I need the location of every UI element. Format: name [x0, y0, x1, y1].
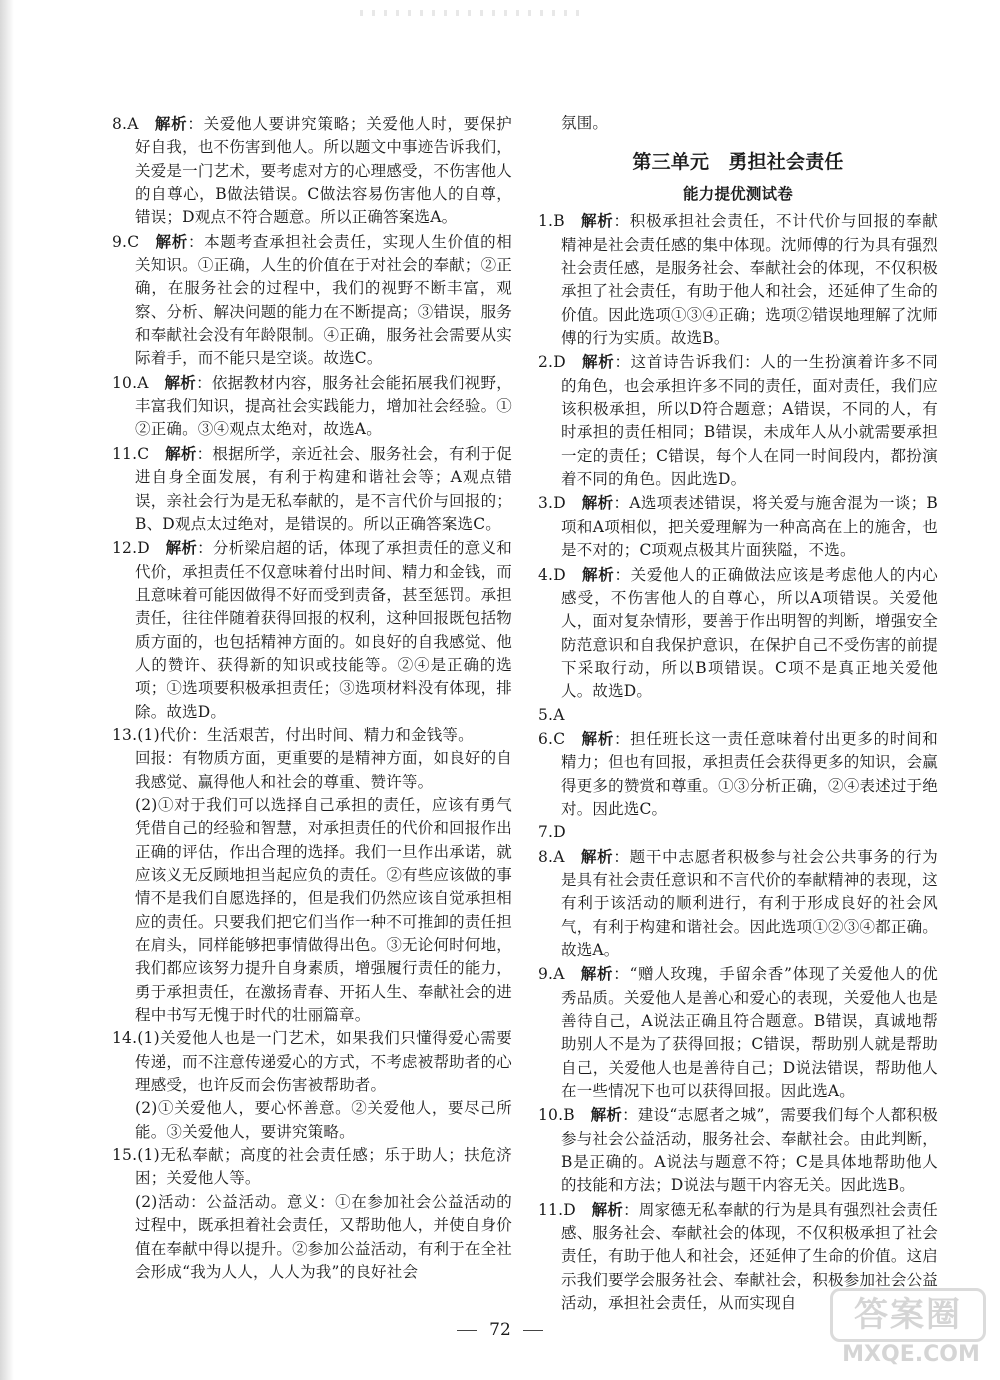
answer-item: [538, 821, 938, 844]
answer-item: [112, 1027, 512, 1097]
answer-item: [538, 350, 938, 491]
answer-number: 11.D: [538, 1200, 576, 1219]
answer-number: 12.D: [112, 539, 150, 558]
answer-item: [538, 962, 938, 1103]
answer-text: (1)关爱他人也是一门艺术，如果我们只懂得爱心需要传递，而不注意传递爱心的方式，不考虑被帮助者的心理感受，也许反而会伤害被帮助者。: [135, 1029, 512, 1095]
answer-item: [538, 209, 938, 350]
answer-number: 11.C: [112, 444, 150, 463]
page-dash-right: [523, 1330, 543, 1331]
analysis-label: 解析: [581, 564, 615, 584]
analysis-label: 解析: [581, 352, 615, 372]
answer-item: [112, 230, 512, 371]
answer-text: ：担任班长这一责任意味着付出更多的时间和精力；但也有回报，承担责任会获得更多的知识，会赢得更多的赞赏和尊重。①③分析正确，②④表述过于绝对。因此选C。: [561, 729, 938, 818]
answer-number: 6.C: [538, 729, 566, 748]
answer-text: (1)代价：生活艰苦，付出时间、精力和金钱等。: [137, 725, 474, 744]
answer-number: 3.D: [538, 494, 566, 513]
analysis-label: 解析: [165, 443, 197, 463]
answer-number: 4.D: [538, 565, 566, 584]
answer-text: ：周家德无私奉献的行为是具有强烈社会责任感、服务社会、奉献社会的体现，不仅积极承担了社会责任，有助于他人和社会，还延伸了生命的价值。这启示我们要学会服务社会、奉献社会，积极参加社会公益活动，承担社会责任，从而实现自: [561, 1200, 938, 1313]
answer-number: 13.: [112, 725, 138, 744]
answer-text: (1)无私奉献；高度的社会责任感；乐于助人；扶危济困；关爱他人等。: [135, 1146, 512, 1188]
answer-item: [538, 704, 938, 727]
watermark-badge: 答案圈: [830, 1288, 986, 1342]
answer-number: 10.B: [538, 1106, 575, 1125]
unit-title: 第三单元 勇担社会责任: [632, 151, 844, 174]
answer-item: [112, 724, 512, 747]
answer-text: ：本题考查承担社会责任，实现人生价值的相关知识。①正确，人生的价值在于对社会的奉献；②正确，在服务社会的过程中，我们的视野不断丰富，观察、分析、解决问题的能力在不断提高；③错误，服务和奉献社会没有年龄限制。④正确，服务社会需要从实际着手，而不能只是空谈。故选C。: [135, 232, 512, 368]
section-title: 能力提优测试卷: [683, 185, 793, 204]
analysis-label: 解析: [591, 1199, 624, 1219]
answer-text: ：“赠人玫瑰，手留余香”体现了关爱他人的优秀品质。关爱他人是善心和爱心的表现，关爱他人也是善待自己，A说法正确且符合题意。B错误，真诚地帮助别人不是为了获得回报；C错误，帮助别人就是帮助自己，关爱他人也是善待自己；D说法错误，帮助他人在一些情况下也可以获得回报。因此选A。: [561, 965, 938, 1101]
analysis-label: 解析: [580, 846, 614, 866]
analysis-label: 解析: [580, 964, 614, 984]
answer-item: [112, 112, 512, 230]
answer-item: [112, 371, 512, 442]
answer-number: 8.A: [538, 847, 565, 866]
analysis-label: 解析: [164, 372, 197, 392]
page-number-text: 72: [489, 1320, 511, 1340]
answer-text: ：建设“志愿者之城”，需要我们每个人都积极参与社会公益活动，服务社会、奉献社会。由此判断，B是正确的。A说法与题意不符；C是具体地帮助他人的技能和方法；D说法与题干内容无关。因此选B。: [561, 1106, 938, 1195]
answer-number: 15.: [112, 1146, 138, 1165]
answer-text: ：这首诗告诉我们：人的一生扮演着许多不同的角色，也会承担许多不同的责任，面对责任，我们应该积极承担，所以D符合题意；A错误，不同的人，有时承担的责任相同；B错误，未成年人从小就需要承担一定的责任；C错误，每个人在同一时间段内，都扮演着不同的角色。因此选D。: [561, 353, 938, 489]
answer-number: 10.A: [112, 373, 149, 392]
analysis-label: 解析: [581, 493, 614, 513]
answer-item: [538, 727, 938, 821]
analysis-label: 解析: [580, 211, 614, 231]
answer-sub-paragraph: 回报：有物质方面，更重要的是精神方面，如良好的自我感觉、赢得他人和社会的尊重、赞许等。: [135, 749, 512, 791]
answer-item: [538, 491, 938, 562]
right-column: [538, 112, 938, 1316]
answer-number: 9.C: [112, 232, 140, 251]
watermark-url: MXQE.COM: [842, 1342, 980, 1367]
answer-number: 8.A: [112, 115, 139, 133]
answer-text: ：积极承担社会责任，不计代价与回报的奉献精神是社会责任感的集中体现。沈师傅的行为具有强烈社会责任感，是服务社会、奉献社会的体现，不仅积极承担了社会责任，有助于他人和社会，还延伸了生命的价值。因此选项①③④正确；选项②错误地理解了沈师傅的行为实质。故选B。: [561, 212, 938, 348]
answer-sub-paragraph: (2)活动：公益活动。意义：①在参加社会公益活动的过程中，既承担着社会责任，又帮助他人，并使自身价值在奉献中得以提升。②参加公益活动，有利于在全社会形成“我为人人，人人为我”的良好社会: [135, 1192, 512, 1281]
analysis-label: 解析: [590, 1105, 623, 1125]
scan-top-mark: [360, 10, 580, 16]
answer-sub-paragraph: (2)①对于我们可以选择自己承担的责任，应该有勇气凭借自己的经验和智慧，对承担责任的代价和回报作出正确的评估，作出合理的选择。我们一旦作出承诺，就应该义无反顾地担当起应负的责任。②有些应该做的事情不是我们自愿选择的，但是我们仍然应该自觉承担相应的责任。只要我们把它们当作一种不可推卸的责任担在肩头，同样能够把事情做得出色。③无论何时何地，我们都应该努力提升自身素质，增强履行责任的能力，勇于承担责任，在激扬青春、开拓人生、奉献社会的进程中书写无愧于时代的壮丽篇章。: [135, 795, 512, 1025]
answer-sub-paragraph: (2)①关爱他人，要心怀善意。②关爱他人，要尽己所能。③关爱他人，要讲究策略。: [135, 1099, 512, 1141]
analysis-label: 解析: [580, 728, 614, 748]
answer-text: ：题干中志愿者积极参与社会公共事务的行为是具有社会责任意识和不言代价的奉献精神的表现，这有利于该活动的顺利进行，有利于形成良好的社会风气，有利于构建和谐社会。因此选项①②③④都正确。故选A。: [561, 847, 938, 959]
answer-number: 14.: [112, 1029, 138, 1048]
right-answers: [538, 209, 938, 1315]
answer-text: ：依据教材内容，服务社会能拓展我们视野，丰富我们知识，提高社会实践能力，增加社会经验。①②正确。③④观点太绝对，故选A。: [135, 373, 512, 439]
scan-edge: [0, 0, 14, 1380]
analysis-label: 解析: [165, 538, 198, 558]
answer-text: ：分析梁启超的话，体现了承担责任的意义和代价，承担责任不仅意味着付出时间、精力和金钱，而且意味着可能因做得不好而受到责备，甚至惩罚。承担责任，往往伴随着获得回报的权利，这种回报既包括物质方面的，也包括精神方面的。如良好的自我感觉、他人的赞许、获得新的知识或技能等。②④是正确的选项；①选项要积极承担责任；③选项材料没有体现，排除。故选D。: [135, 539, 512, 721]
answer-number: 7.D: [538, 823, 566, 842]
answer-item: [538, 1103, 938, 1197]
answer-number: 2.D: [538, 353, 566, 372]
answer-text: ：关爱他人的正确做法应该是考虑他人的内心感受，不伤害他人的自尊心，所以A项错误。关爱他人，面对复杂情形，要善于作出明智的判断，增强安全防范意识和自我保护意识，在保护自己不受伤害的前提下采取行动，所以B项错误。C项不是真正地关爱他人。故选D。: [561, 565, 938, 701]
watermark-logo: [836, 1284, 986, 1374]
answer-number: 5.A: [538, 705, 565, 724]
answer-text: ：A选项表述错误，将关爱与施舍混为一谈；B项和A项相似，把关爱理解为一种高高在上的施舍，也是不对的；C项观点极其片面狭隘，不选。: [561, 494, 938, 560]
answer-number: 9.A: [538, 965, 565, 984]
answer-item: [112, 536, 512, 724]
page-dash-left: [457, 1330, 477, 1331]
answer-number: 1.B: [538, 212, 565, 231]
analysis-label: 解析: [154, 231, 188, 251]
answer-item: [112, 1144, 512, 1191]
continuation-text: 氛围。: [561, 114, 609, 132]
left-column: [112, 112, 512, 1284]
analysis-label: 解析: [154, 114, 188, 133]
answer-text: ：根据所学，亲近社会、服务社会，有利于促进自身全面发展，有利于构建和谐社会等；A观点错误，亲社会行为是无私奉献的，是不言代价与回报的；B、D观点太过绝对，是错误的。所以正确答案选C。: [135, 444, 512, 533]
answer-item: [538, 845, 938, 963]
answer-item: [112, 442, 512, 536]
answer-text: ：关爱他人要讲究策略；关爱他人时，要保护好自我，也不伤害到他人。所以题文中事迹告诉我们，关爱是一门艺术，要考虑对方的心理感受，不伤害他人的自尊心，B做法错误。C做法容易伤害他人的自尊，错误；D观点不符合题意。所以正确答案选A。: [135, 115, 512, 227]
answer-item: [538, 563, 938, 704]
